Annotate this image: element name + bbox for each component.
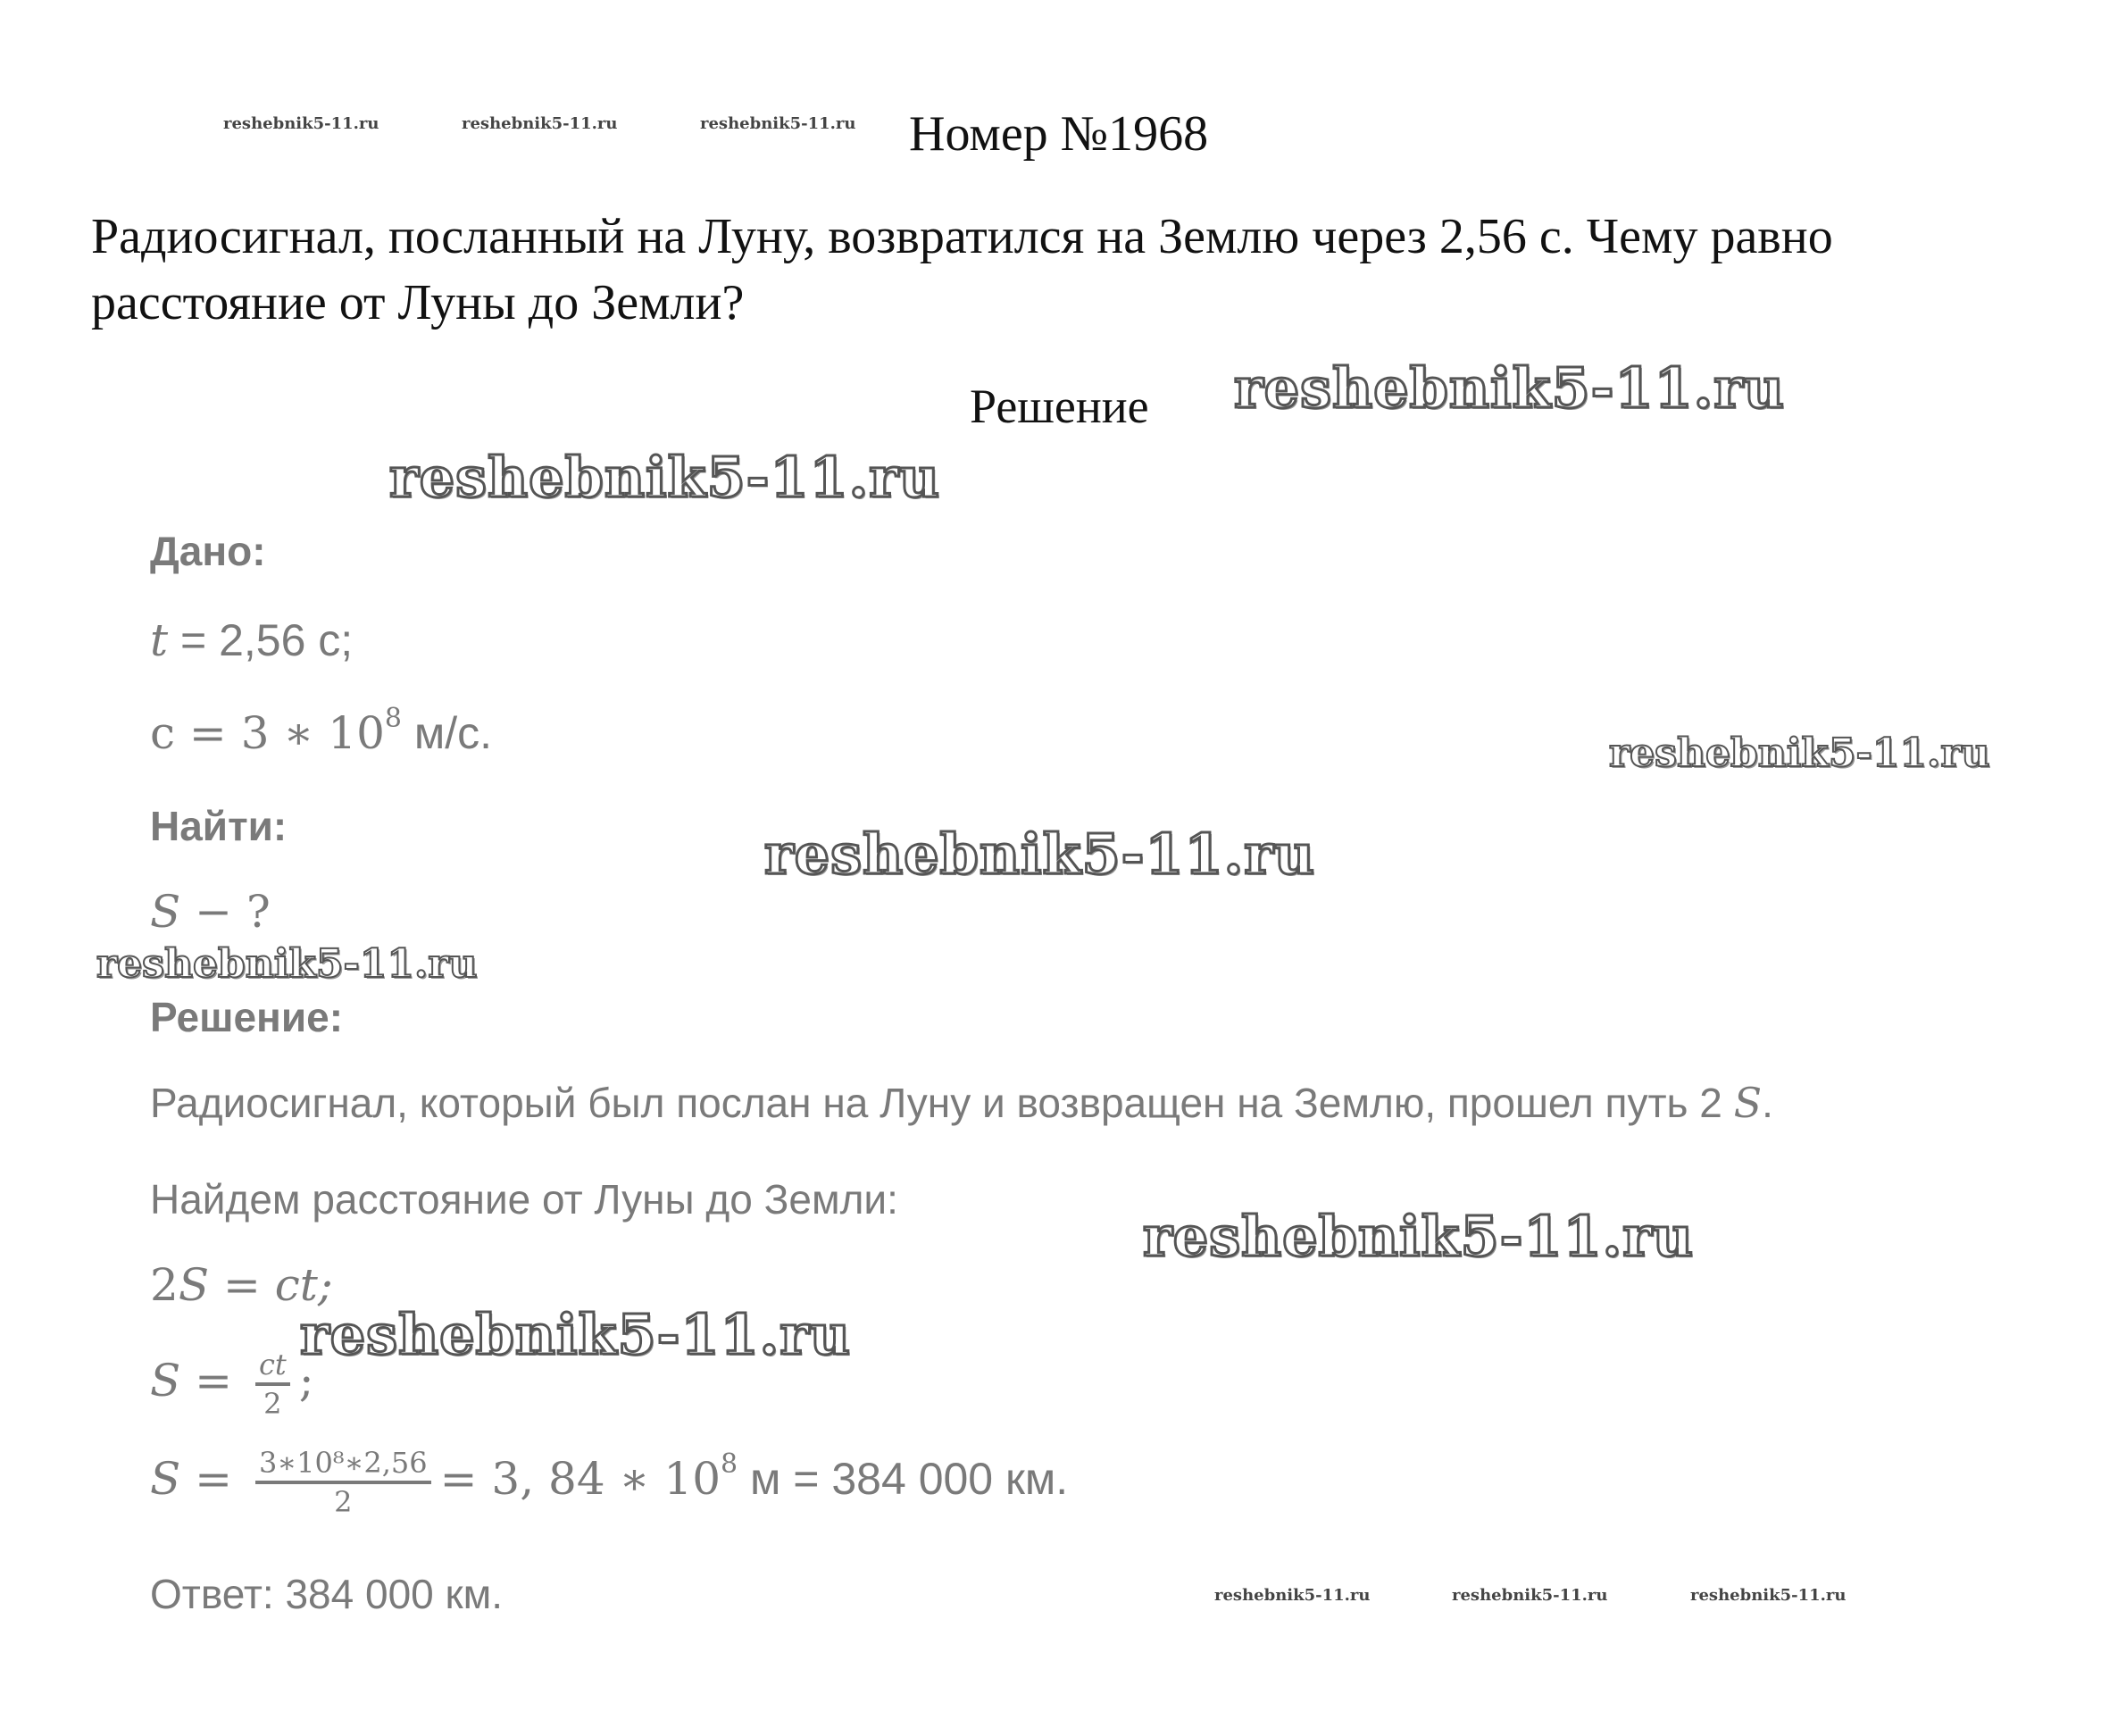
watermark-bottom-1: reshebnik5-11.ru — [1214, 1586, 1371, 1605]
watermark-big-5: reshebnik5-11.ru — [300, 1302, 851, 1367]
speed-value: = 3 ∗ 10 — [175, 707, 385, 759]
solution-label: Решение: — [150, 994, 344, 1040]
eq3-numerator: 3∗10⁸∗2,56 — [258, 1446, 428, 1480]
watermark-bottom-2: reshebnik5-11.ru — [1452, 1586, 1608, 1605]
eq3-result: = 3, 84 ∗ 10 — [439, 1453, 721, 1505]
paragraph1-text: Радиосигнал, который был послан на Луну и возвращен на Землю, прошел путь 2 — [150, 1080, 1734, 1126]
watermark-top-1: reshebnik5-11.ru — [223, 114, 379, 133]
eq3-denominator: 2 — [255, 1481, 431, 1520]
answer: Ответ: 384 000 км. — [150, 1571, 504, 1617]
find-variable: S — [150, 886, 181, 938]
time-value: = 2,56 с; — [168, 615, 354, 665]
eq2-fraction — [255, 1347, 290, 1422]
speed-variable: c — [150, 707, 176, 759]
eq2-numerator: ct — [258, 1348, 287, 1381]
eq2-equals: = — [180, 1355, 233, 1406]
eq3-variable: S — [150, 1453, 181, 1505]
watermark-top-2: reshebnik5-11.ru — [462, 114, 618, 133]
problem-statement: Радиосигнал, посланный на Луну, возвратился на Землю через 2,56 с. Чему равно расстояние от Луны до Земли? — [91, 209, 1833, 330]
equation-3 — [150, 1445, 1068, 1520]
solution-paragraph-1 — [150, 1079, 1773, 1127]
watermark-mid-1: reshebnik5-11.ru — [1609, 730, 1990, 776]
find-text: − ? — [180, 886, 271, 938]
eq3-equals: = — [180, 1453, 233, 1505]
time-variable: t — [150, 614, 169, 666]
watermark-big-1: reshebnik5-11.ru — [1234, 355, 1785, 421]
eq3-fraction — [255, 1445, 431, 1520]
equation-1 — [150, 1259, 333, 1311]
eq3-exponent: 8 — [721, 1448, 738, 1480]
eq3-unit: м = 384 000 км. — [738, 1454, 1069, 1504]
paragraph1-end: . — [1762, 1080, 1773, 1126]
watermark-big-2: reshebnik5-11.ru — [389, 445, 940, 510]
watermark-big-4: reshebnik5-11.ru — [1143, 1204, 1694, 1269]
watermark-big-3: reshebnik5-11.ru — [764, 822, 1315, 887]
find-label: Найти: — [150, 803, 288, 849]
find-target — [150, 886, 271, 938]
speed-unit: м/с. — [402, 708, 493, 758]
watermark-top-3: reshebnik5-11.ru — [700, 114, 856, 133]
speed-exponent: 8 — [384, 703, 402, 734]
solution-paragraph-2: Найдем расстояние от Луны до Земли: — [150, 1176, 898, 1223]
paragraph1-variable: S — [1733, 1079, 1763, 1127]
given-speed — [150, 703, 493, 759]
eq1-variable: S — [178, 1259, 210, 1311]
eq1-rest: = ct; — [209, 1259, 333, 1311]
equation-2 — [150, 1347, 314, 1422]
given-label: Дано: — [150, 528, 266, 574]
watermark-bottom-3: reshebnik5-11.ru — [1690, 1586, 1847, 1605]
eq2-variable: S — [150, 1355, 181, 1406]
eq2-end: ; — [298, 1355, 314, 1406]
page-title: Номер №1968 — [909, 106, 1209, 162]
eq2-denominator: 2 — [255, 1382, 290, 1422]
watermark-mid-2: reshebnik5-11.ru — [96, 941, 478, 987]
solution-heading: Решение — [970, 380, 1149, 433]
eq1-coefficient: 2 — [150, 1259, 179, 1311]
given-time — [150, 614, 353, 666]
